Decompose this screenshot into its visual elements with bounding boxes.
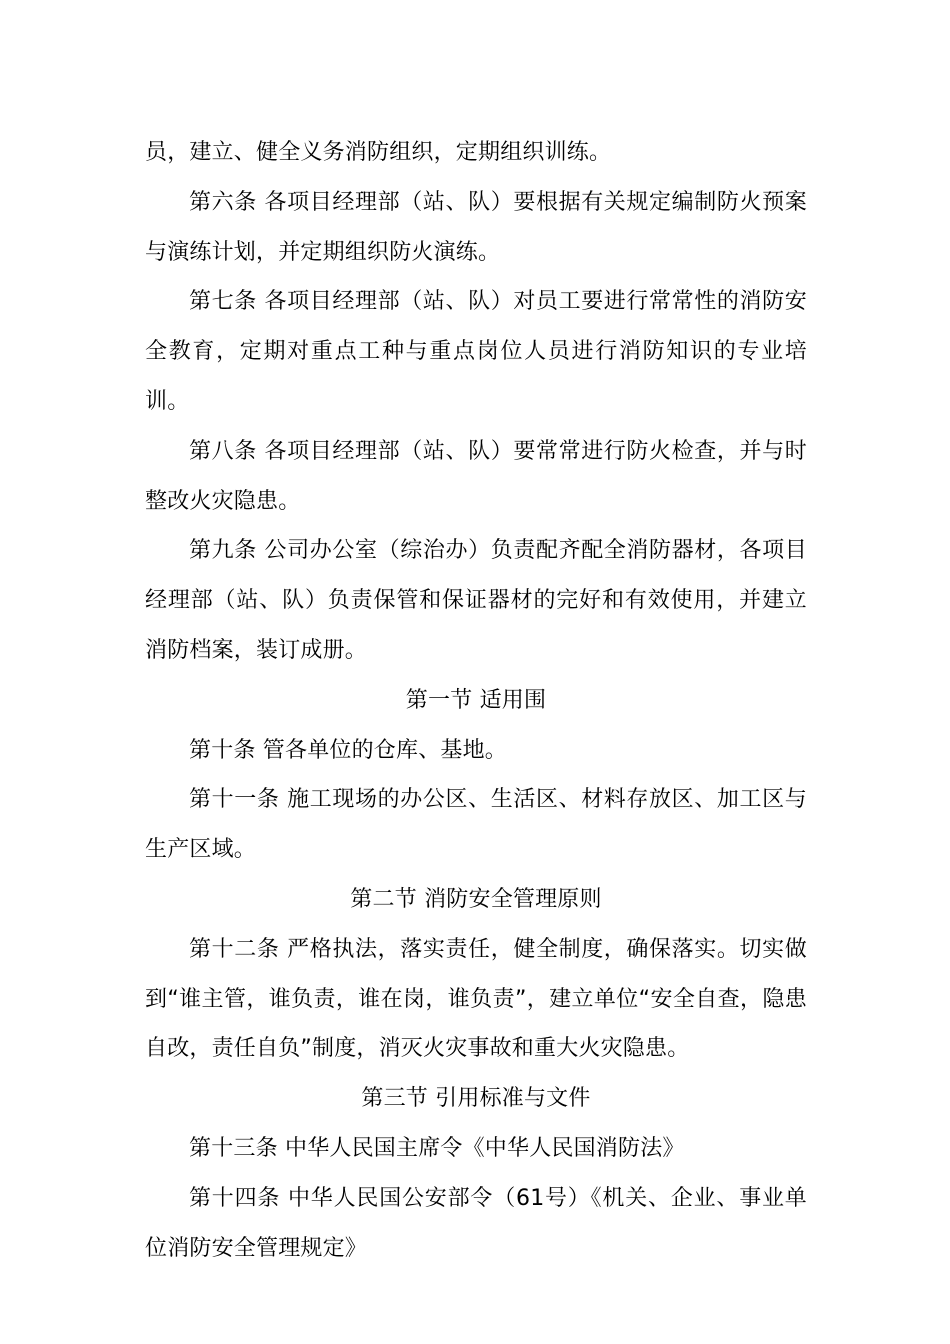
article-7-paragraph: 第七条 各项目经理部（站、队）对员工要进行常常性的消防安全教育，定期对重点工种与重点岗位人员进行消防知识的专业培训。: [145, 289, 807, 414]
article-13-paragraph: 第十三条 中华人民国主席令《中华人民国消防法》: [189, 1135, 685, 1161]
article-9-paragraph: 第九条 公司办公室（综治办）负责配齐配全消防器材，各项目经理部（站、队）负责保管和保证器材的完好和有效使用，并建立消防档案，装订成册。: [145, 538, 807, 663]
section-2-heading: 第二节 消防安全管理原则: [350, 886, 602, 912]
section-1-heading: 第一节 适用围: [405, 687, 547, 713]
article-10-paragraph: 第十条 管各单位的仓库、基地。: [189, 737, 507, 763]
article-14-paragraph: 第十四条 中华人民国公安部令（61号）《机关、企业、事业单位消防安全管理规定》: [145, 1185, 807, 1261]
article-11-paragraph: 第十一条 施工现场的办公区、生活区、材料存放区、加工区与生产区域。: [145, 787, 807, 863]
article-6-paragraph: 第六条 各项目经理部（站、队）要根据有关规定编制防火预案与演练计划，并定期组织防火演练。: [145, 189, 807, 265]
article-8-paragraph: 第八条 各项目经理部（站、队）要常常进行防火检查，并与时整改火灾隐患。: [145, 438, 807, 514]
continuation-paragraph: 员，建立、健全义务消防组织，定期组织训练。: [145, 140, 612, 165]
section-3-heading: 第三节 引用标准与文件: [361, 1086, 591, 1112]
article-12-paragraph: 第十二条 严格执法，落实责任，健全制度，确保落实。切实做到“谁主管，谁负责，谁在岗，谁负责”，建立单位“安全自查，隐患自改，责任自负”制度，消灭火灾事故和重大火灾隐患。: [145, 936, 807, 1062]
document-body: [145, 128, 807, 1273]
